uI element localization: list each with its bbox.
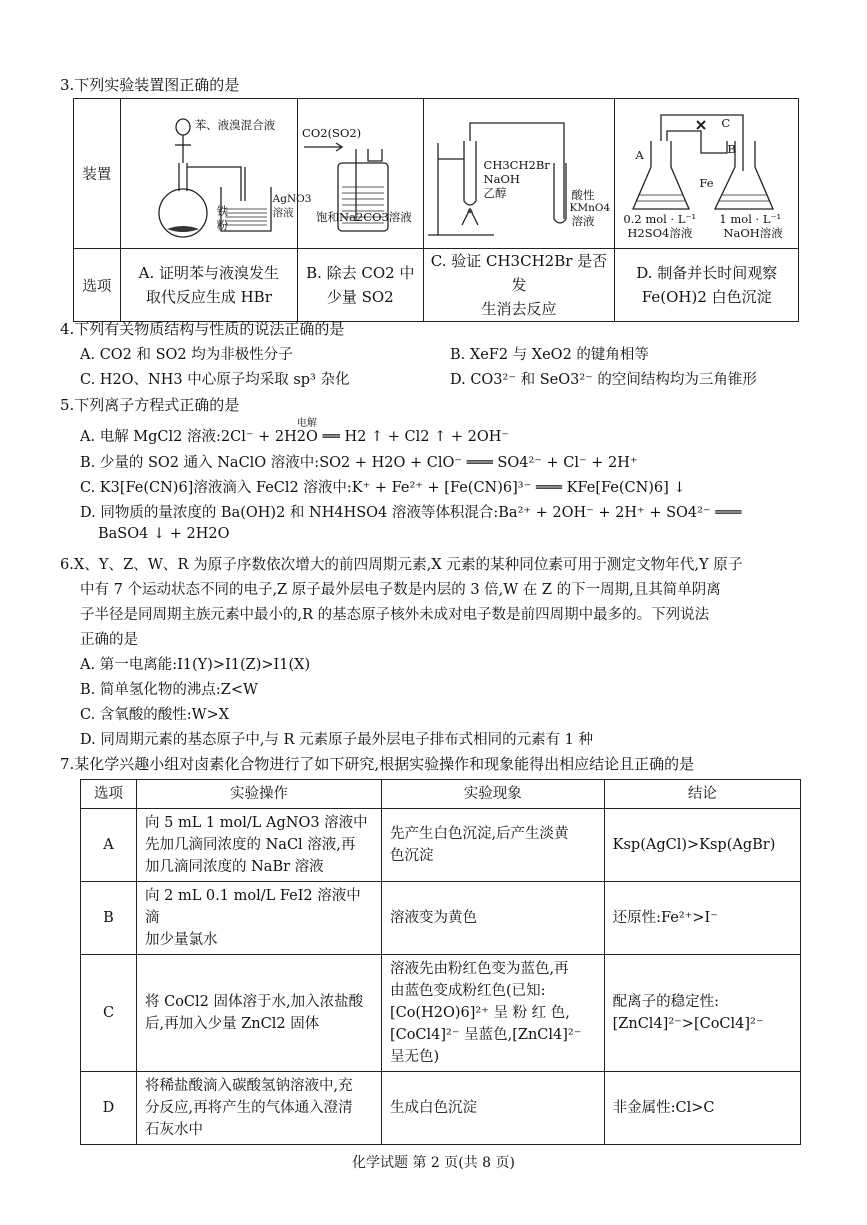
q3-option-a: A. 证明苯与液溴发生 取代反应生成 HBr [120, 249, 297, 322]
label-iron: 铁 [216, 203, 229, 218]
row-a-phenomenon: 先产生白色沉淀,后产生淡黄 色沉淀 [381, 809, 604, 882]
label-kmno4: KMnO4 [569, 201, 611, 214]
diagram-a [120, 99, 312, 249]
diagram-c [423, 99, 615, 249]
diagram-d [615, 99, 799, 249]
q5-option-a: A. 电解 MgCl2 溶液:2Cl⁻ + 2H2O ══ H2 ↑ + Cl2 ↑ + 2OH⁻ [80, 429, 510, 445]
q7-table [80, 779, 801, 1145]
label-co2-so2: CO2(SO2) [302, 125, 362, 140]
q6-stem-line2: 中有 7 个运动状态不同的电子,Z 原子最外层电子数是内层的 3 倍,W 在 Z 的下一周期,且其简单阴离 [80, 582, 721, 598]
row-a-operation: 向 5 mL 1 mol/L AgNO3 溶液中 先加几滴同浓度的 NaCl 溶液,再 加几滴同浓度的 NaBr 溶液 [137, 809, 382, 882]
q3-row-label-option: 选项 [74, 249, 121, 322]
label-ethanol: 乙醇 [483, 185, 507, 200]
q7-header-conclusion: 结论 [604, 780, 800, 809]
q4-option-a: A. CO2 和 SO2 均为非极性分子 [80, 347, 293, 363]
q3-table [73, 98, 799, 322]
q5-option-d-line1: D. 同物质的量浓度的 Ba(OH)2 和 NH4HSO4 溶液等体积混合:Ba²⁺ + 2OH⁻ + 2H⁺ + SO4²⁻ ═══ [80, 505, 742, 521]
q6-stem-line3: 子半径是同周期主族元素中最小的,R 的基态原子核外未成对电子数是前四周期中最多的。下列说法 [80, 607, 710, 623]
q6-stem-line4: 正确的是 [80, 632, 138, 648]
label-h2so4: H2SO4溶液 [627, 225, 693, 240]
page-footer: 化学试题 第 2 页(共 8 页) [352, 1155, 515, 1171]
q7-header-row [81, 780, 801, 809]
diagram-b [298, 99, 424, 249]
q4-stem: 4.下列有关物质结构与性质的说法正确的是 [60, 320, 345, 338]
q5-electrolysis-condition: 电解 [297, 418, 317, 429]
q4-option-c: C. H2O、NH3 中心原子均采取 sp³ 杂化 [80, 372, 350, 388]
q3-row-label-apparatus: 装置 [74, 99, 121, 249]
label-h2so4-conc: 0.2 mol · L⁻¹ [623, 211, 697, 226]
label-solution-c: 溶液 [571, 213, 595, 228]
label-flask-a: A [635, 147, 644, 162]
row-d-conclusion: 非金属性:Cl>C [604, 1072, 800, 1145]
label-sat-na2co3: 饱和Na2CO3溶液 [316, 209, 412, 224]
label-naoh-conc: 1 mol · L⁻¹ [719, 211, 782, 226]
label-naoh-solution: NaOH溶液 [723, 225, 783, 240]
label-acidic: 酸性 [571, 187, 595, 202]
table-row: D 将稀盐酸滴入碳酸氢钠溶液中,充 分反应,再将产生的气体通入澄清 石灰水中 生成白色沉淀 非金属性:Cl>C [81, 1072, 801, 1145]
label-fe: Fe [699, 175, 714, 190]
q5-option-d-line2: BaSO4 ↓ + 2H2O [98, 526, 230, 542]
row-c-phenomenon: 溶液先由粉红色变为蓝色,再 由蓝色变成粉红色(已知: [Co(H2O)6]²⁺ 呈 粉 红 色, [CoCl4]²⁻ 呈蓝色,[ZnCl4]²⁻ 呈无色) [381, 955, 604, 1072]
q6-option-a: A. 第一电离能:I1(Y)>I1(Z)>I1(X) [80, 657, 311, 673]
q5-option-c: C. K3[Fe(CN)6]溶液滴入 FeCl2 溶液中:K⁺ + Fe²⁺ + [Fe(CN)6]³⁻ ═══ KFe[Fe(CN)6] ↓ [80, 480, 686, 496]
row-d-operation: 将稀盐酸滴入碳酸氢钠溶液中,充 分反应,再将产生的气体通入澄清 石灰水中 [137, 1072, 382, 1145]
label-naoh: NaOH [483, 171, 520, 186]
q5-option-b: B. 少量的 SO2 通入 NaClO 溶液中:SO2 + H2O + ClO⁻ ═══ SO4²⁻ + Cl⁻ + 2H⁺ [80, 455, 638, 471]
row-d-phenomenon: 生成白色沉淀 [381, 1072, 604, 1145]
q5-stem: 5.下列离子方程式正确的是 [60, 396, 240, 414]
q3-option-b: B. 除去 CO2 中 少量 SO2 [298, 249, 424, 322]
q7-stem: 7.某化学兴趣小组对卤素化合物进行了如下研究,根据实验操作和现象能得出相应结论且正确的是 [60, 755, 695, 773]
row-c-conclusion: 配离子的稳定性: [ZnCl4]²⁻>[CoCl4]²⁻ [604, 955, 800, 1072]
q6-option-d: D. 同周期元素的基态原子中,与 R 元素原子最外层电子排布式相同的元素有 1 种 [80, 732, 594, 748]
q7-header-operation: 实验操作 [137, 780, 382, 809]
label-ch3ch2br: CH3CH2Br [483, 157, 550, 172]
q3-option-c: C. 验证 CH3CH2Br 是否发 生消去反应 [423, 249, 615, 322]
row-b-operation: 向 2 mL 0.1 mol/L FeI2 溶液中滴 加少量氯水 [137, 882, 382, 955]
label-benzene-bromine: 苯、液溴混合液 [194, 117, 276, 132]
row-b-phenomenon: 溶液变为黄色 [381, 882, 604, 955]
label-agno3: AgNO3 [272, 192, 312, 205]
q6-option-c: C. 含氧酸的酸性:W>X [80, 707, 230, 723]
q3-option-d: D. 制备并长时间观察 Fe(OH)2 白色沉淀 [615, 249, 799, 322]
q4-option-d: D. CO3²⁻ 和 SeO3²⁻ 的空间结构均为三角锥形 [450, 372, 757, 388]
q3-stem: 3.下列实验装置图正确的是 [60, 76, 240, 94]
label-flask-b: B [727, 141, 736, 156]
q7-header-phenomenon: 实验现象 [381, 780, 604, 809]
q6-option-b: B. 简单氢化物的沸点:Z<W [80, 682, 258, 698]
table-row: C 将 CoCl2 固体溶于水,加入浓盐酸 后,再加入少量 ZnCl2 固体 溶液先由粉红色变为蓝色,再 由蓝色变成粉红色(已知: [Co(H2O)6]²⁺ 呈 粉 红 色, [CoCl4]²⁻ 呈蓝色,[ZnCl4]²⁻ 呈无色) 配离子的稳定性: [ZnCl4]²⁻>[CoCl4]²⁻ [81, 955, 801, 1072]
row-c-operation: 将 CoCl2 固体溶于水,加入浓盐酸 后,再加入少量 ZnCl2 固体 [137, 955, 382, 1072]
row-a-conclusion: Ksp(AgCl)>Ksp(AgBr) [604, 809, 800, 882]
table-row: B 向 2 mL 0.1 mol/L FeI2 溶液中滴 加少量氯水 溶液变为黄色 还原性:Fe²⁺>I⁻ [81, 882, 801, 955]
gas-washing-bottle-drawing [298, 101, 418, 247]
q7-header-option: 选项 [81, 780, 137, 809]
table-row: A 向 5 mL 1 mol/L AgNO3 溶液中 先加几滴同浓度的 NaCl 溶液,再 加几滴同浓度的 NaBr 溶液 先产生白色沉淀,后产生淡黄 色沉淀 Ksp(AgCl)>Ksp(AgBr) [81, 809, 801, 882]
label-clamp-c: C [721, 115, 731, 130]
label-solution-a: 溶液 [272, 206, 294, 219]
q4-option-b: B. XeF2 与 XeO2 的键角相等 [450, 347, 649, 363]
label-powder: 粉 [216, 217, 229, 232]
row-b-conclusion: 还原性:Fe²⁺>I⁻ [604, 882, 800, 955]
q6-stem-line1: 6.X、Y、Z、W、R 为原子序数依次增大的前四周期元素,X 元素的某种同位素可用于测定文物年代,Y 原子 [60, 556, 743, 573]
